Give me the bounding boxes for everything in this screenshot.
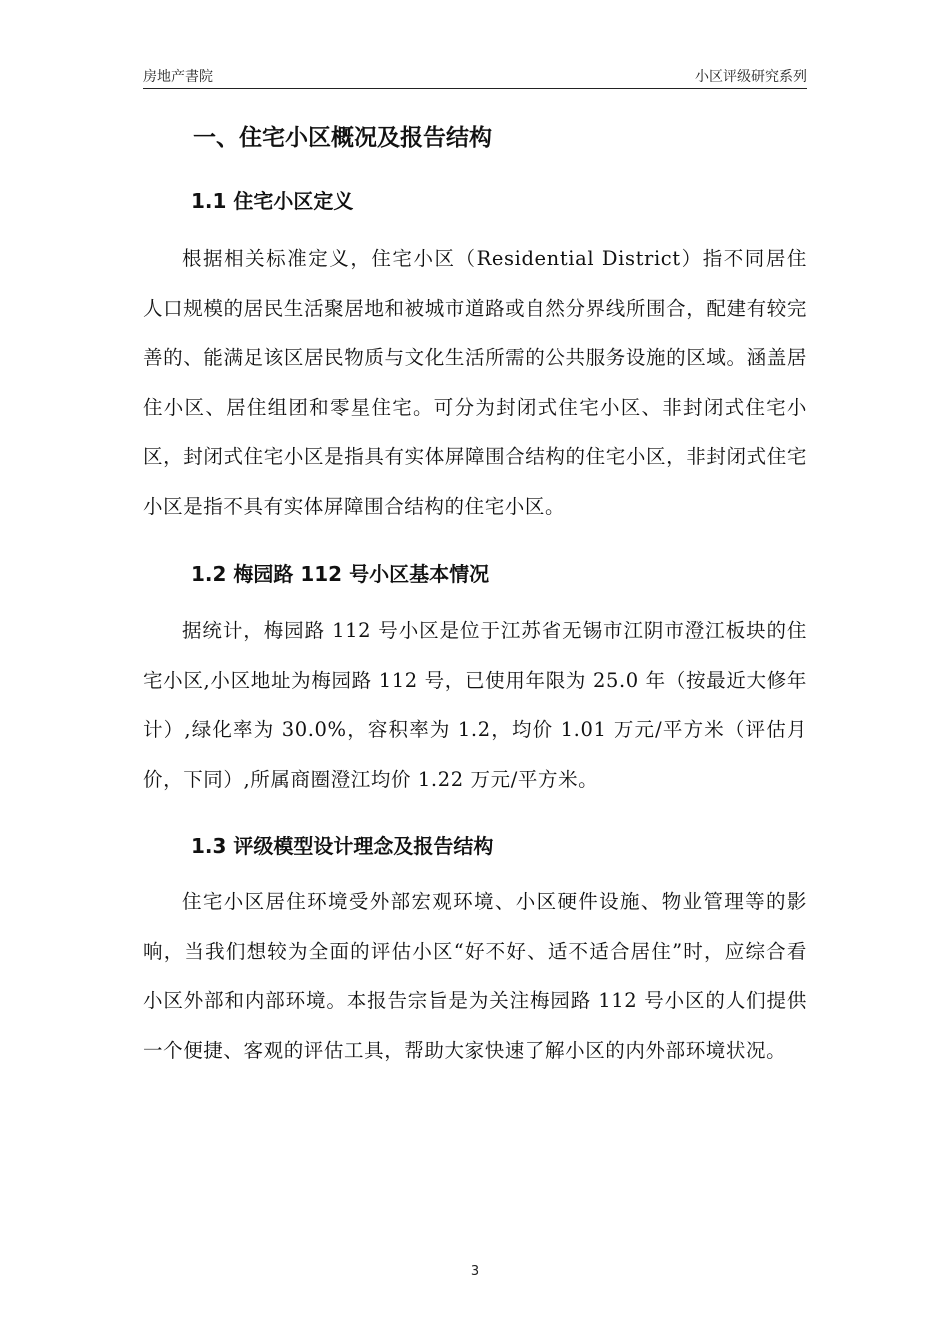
page-content [143,112,807,1075]
header-publisher: 房地产書院 [143,69,213,85]
header-series-title: 小区评级研究系列 [695,69,807,85]
section-heading-1-3: 1.3 评级模型设计理念及报告结构 [191,834,494,858]
section-heading-1-1: 1.1 住宅小区定义 [191,189,354,213]
section-paragraph-1-3: 住宅小区居住环境受外部宏观环境、小区硬件设施、物业管理等的影响，当我们想较为全面的评估小区“好不好、适不适合居住”时，应综合看小区外部和内部环境。本报告宗旨是为关注梅园路 112 号小区的人们提供一个便捷、客观的评估工具，帮助大家快速了解小区的内外部环境状况。 [143,890,807,1062]
section-paragraph-1-1: 根据相关标准定义，住宅小区（Residential District）指不同居住人口规模的居民生活聚居地和被城市道路或自然分界线所围合，配建有较完善的、能满足该区居民物质与文化生活所需的公共服务设施的区域。涵盖居住小区、居住组团和零星住宅。可分为封闭式住宅小区、非封闭式住宅小区，封闭式住宅小区是指具有实体屏障围合结构的住宅小区，非封闭式住宅小区是指不具有实体屏障围合结构的住宅小区。 [143,247,807,518]
page-number: 3 [470,1264,480,1279]
chapter-title: 一、住宅小区概况及报告结构 [193,125,492,151]
section-heading-1-2: 1.2 梅园路 112 号小区基本情况 [191,562,490,586]
section-paragraph-1-2: 据统计，梅园路 112 号小区是位于江苏省无锡市江阴市澄江板块的住宅小区,小区地址为梅园路 112 号，已使用年限为 25.0 年（按最近大修年计）,绿化率为 30.0%，容积率为 1.2，均价 1.01 万元/平方米（评估月价，下同）,所属商圈澄江均价 1.22 万元/平方米。 [143,619,807,791]
page-header [143,64,807,89]
